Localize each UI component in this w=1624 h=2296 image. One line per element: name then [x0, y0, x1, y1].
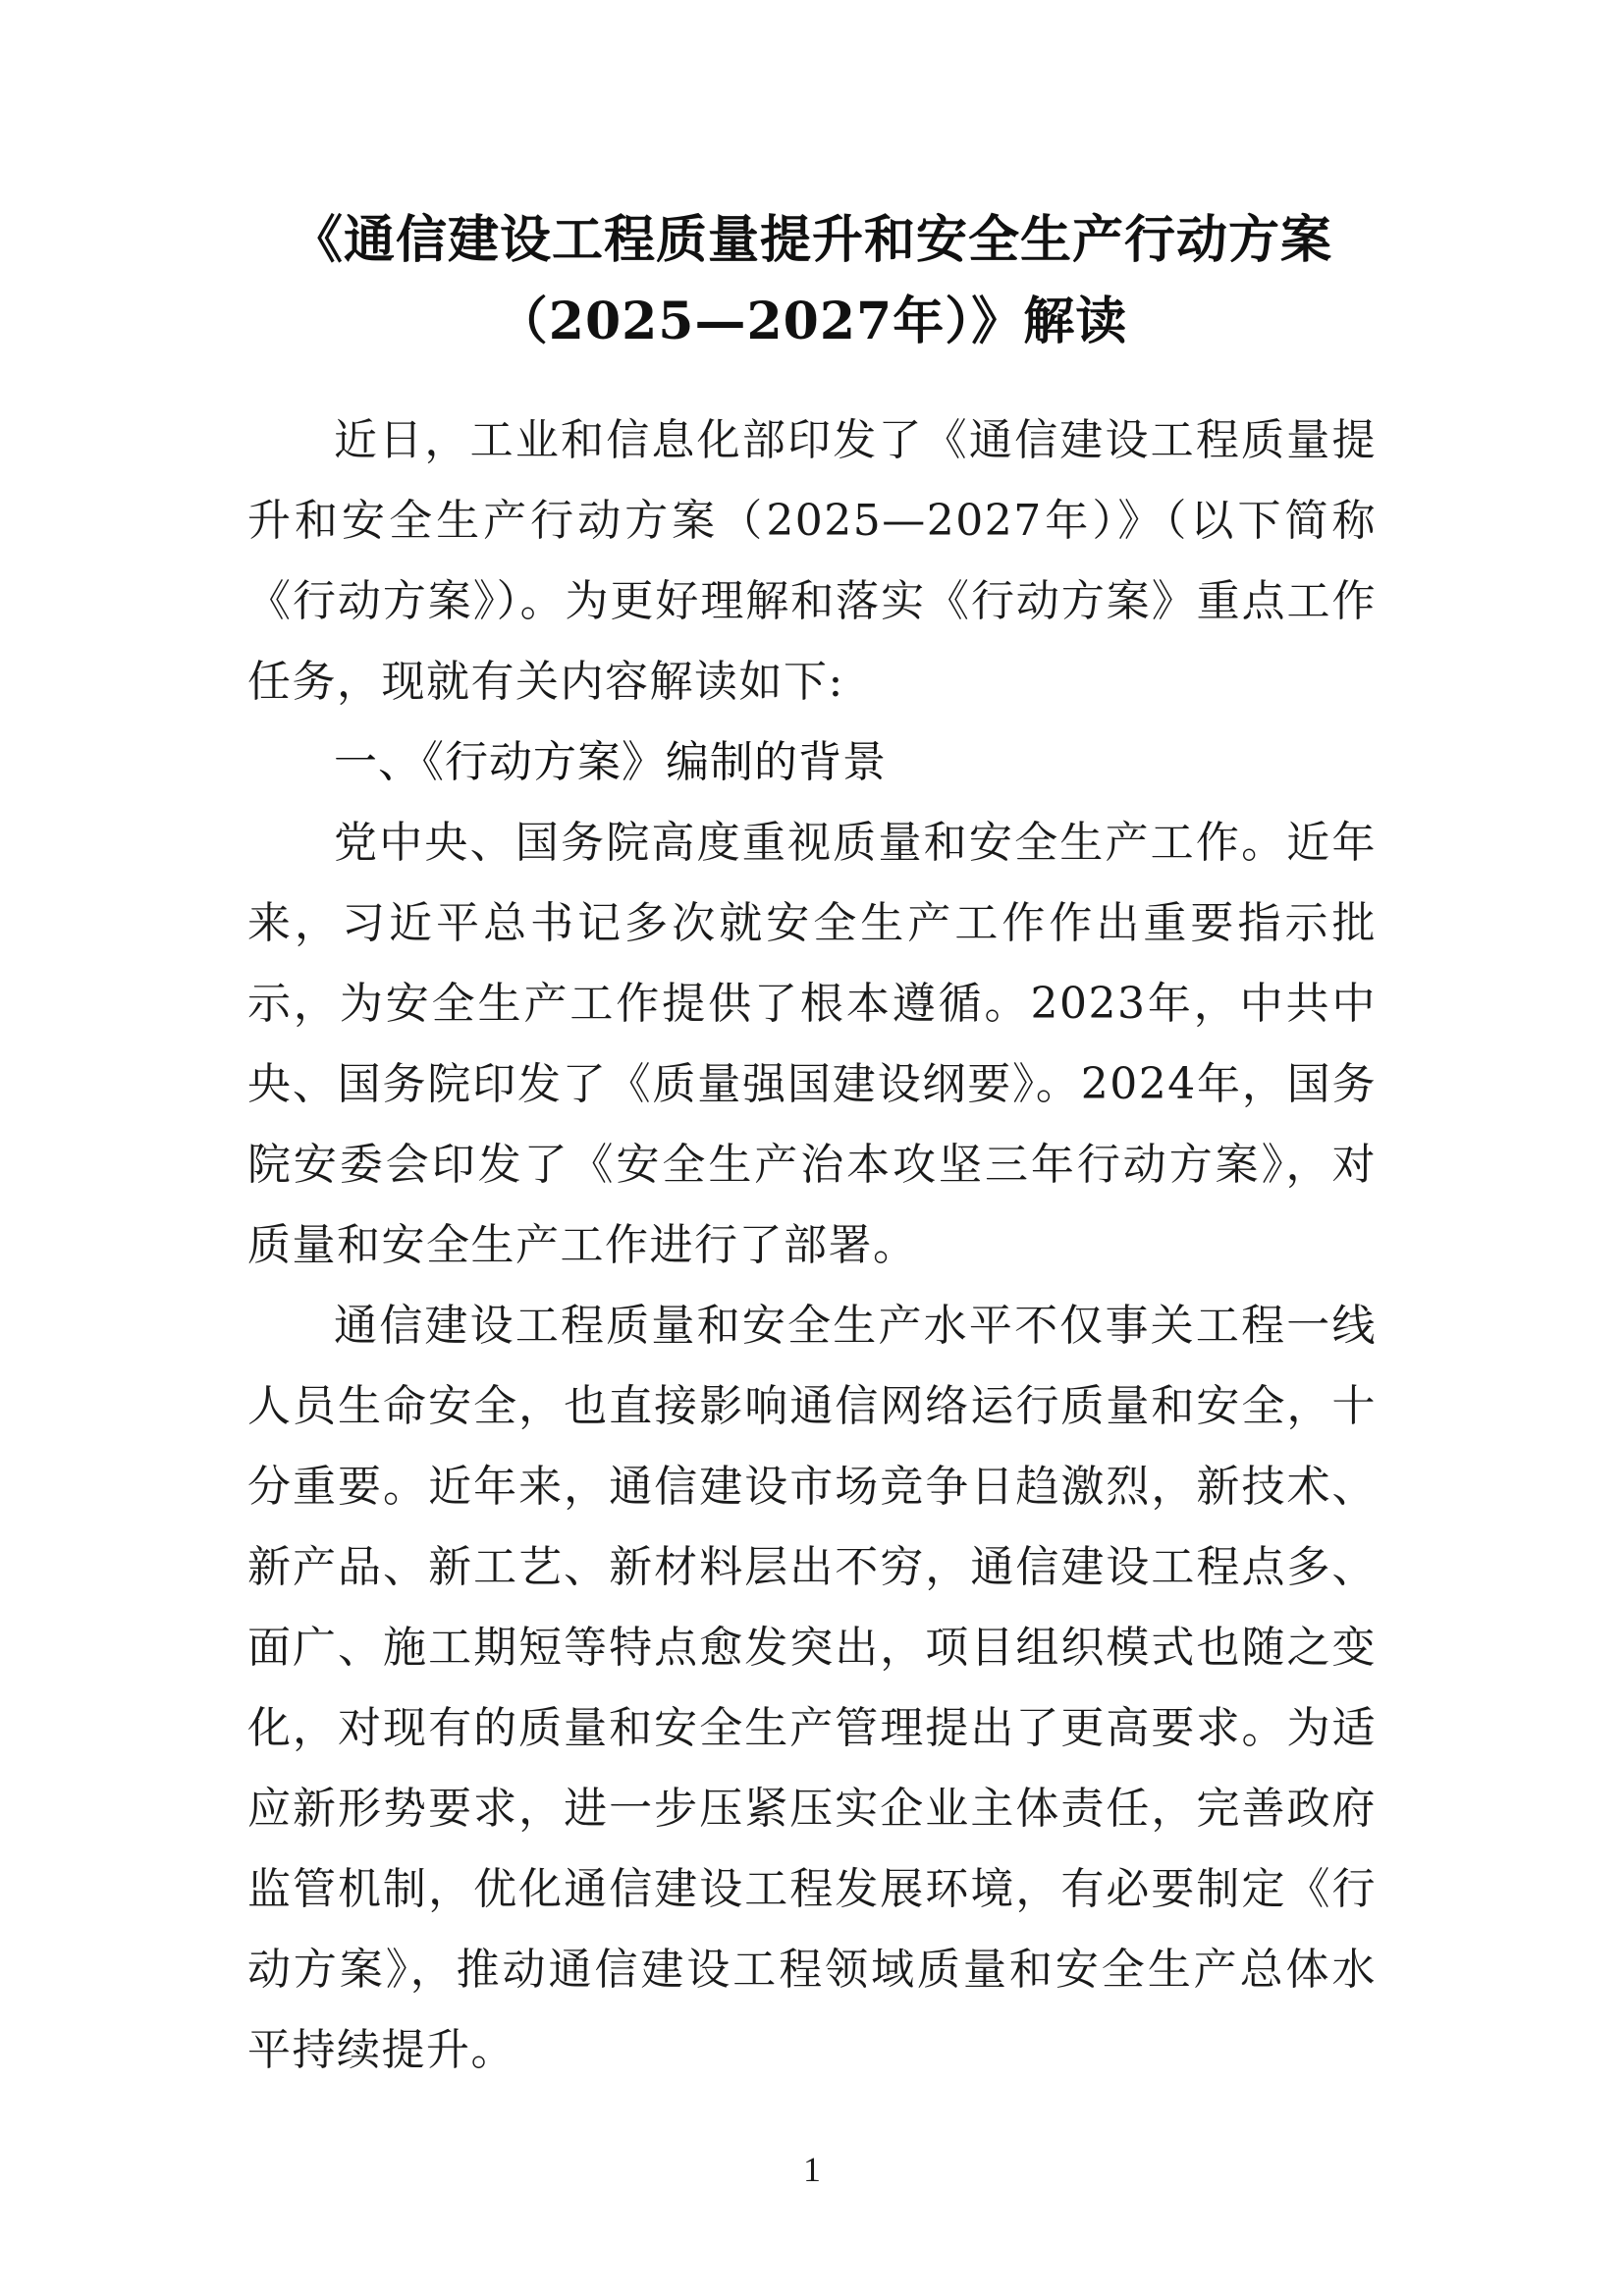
body-paragraph: 通信建设工程质量和安全生产水平不仅事关工程一线人员生命安全，也直接影响通信网络运行质量和安全，十分重要。近年来，通信建设市场竞争日趋激烈，新技术、新产品、新工艺、新材料层出不穷，通信建设工程点多、面广、施工期短等特点愈发突出，项目组织模式也随之变化，对现有的质量和安全生产管理提出了更高要求。为适应新形势要求，进一步压紧压实企业主体责任，完善政府监管机制，优化通信建设工程发展环境，有必要制定《行动方案》，推动通信建设工程领域质量和安全生产总体水平持续提升。: [247, 1301, 1377, 2075]
document-title-line-2: （2025—2027年）》解读: [496, 292, 1128, 351]
section-heading-background: 一、《行动方案》编制的背景: [334, 737, 887, 787]
document-title-line-1: 《通信建设工程质量提升和安全生产行动方案: [291, 210, 1332, 270]
document-body: [247, 400, 1377, 2091]
body-paragraph: 党中央、国务院高度重视质量和安全生产工作。近年来，习近平总书记多次就安全生产工作作出重要指示批示，为安全生产工作提供了根本遵循。2023年，中共中央、国务院印发了《质量强国建设纲要》。2024年，国务院安委会印发了《安全生产治本攻坚三年行动方案》，对质量和安全生产工作进行了部署。: [247, 818, 1377, 1270]
page-number: 1: [803, 2150, 821, 2189]
intro-paragraph: 近日，工业和信息化部印发了《通信建设工程质量提升和安全生产行动方案（2025—2027年）》（以下简称《行动方案》）。为更好理解和落实《行动方案》重点工作任务，现就有关内容解读如下:: [247, 415, 1377, 707]
